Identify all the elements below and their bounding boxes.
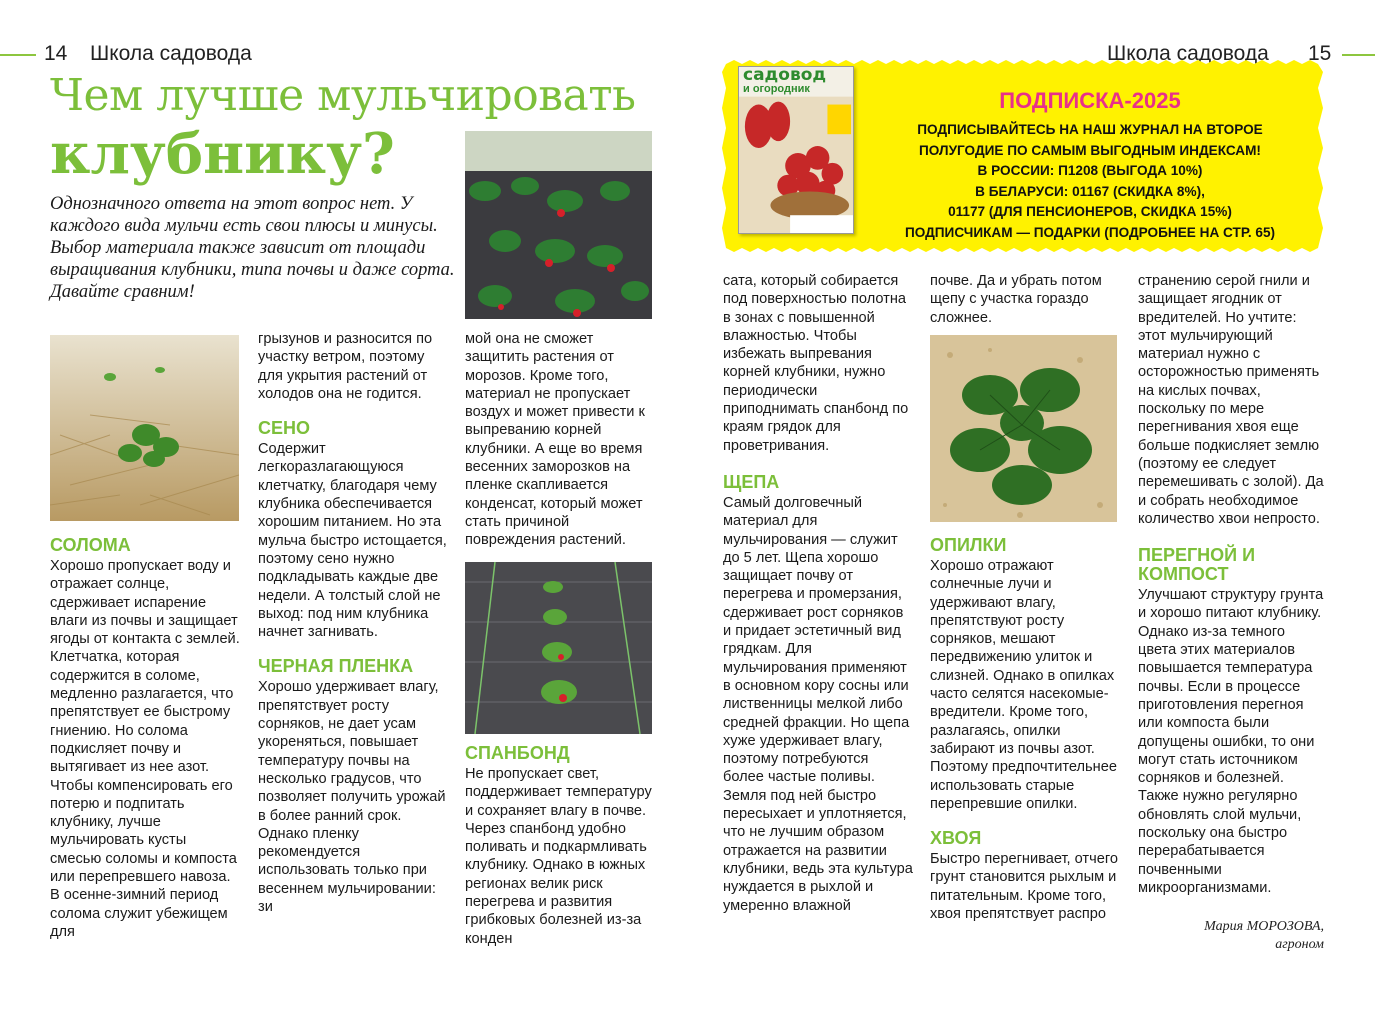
column-2 bbox=[258, 330, 448, 916]
heading-straw: СОЛОМА bbox=[50, 535, 131, 555]
section-name-right: Школа садовода bbox=[1107, 42, 1269, 65]
photo-sawdust bbox=[930, 335, 1117, 522]
heading-sawdust: ОПИЛКИ bbox=[930, 535, 1007, 555]
text-straw: Хорошо пропускает воду и отражает солнце, сдерживает испарение влаги из почвы и защищает ягоды от контакта с землей. Клетчатка, которая содержится в соломе, медленно разлагается, что препятствует ее быстрому гниению. Но солома подкисляет почву и вытягивает из нее азот. Чтобы компенсировать его потерю и подпитать клубнику, лучше мульчировать кусты смесью соломы и компоста или перепревшего навоза. В осенне-зимний период солома служит убежищем для bbox=[50, 558, 240, 940]
promo-text bbox=[860, 88, 1320, 243]
promo-line-2: ПОЛУГОДИЕ ПО САМЫМ ВЫГОДНЫМ ИНДЕКСАМ! bbox=[919, 142, 1261, 158]
heading-needles: ХВОЯ bbox=[930, 828, 982, 849]
column-4 bbox=[723, 272, 913, 915]
title-line-1: Чем лучше мульчировать bbox=[50, 70, 636, 121]
heading-spunbond: СПАНБОНД bbox=[465, 743, 570, 763]
column-3-lower bbox=[465, 744, 653, 948]
heading-black-film: ЧЕРНАЯ ПЛЕНКА bbox=[258, 656, 414, 677]
column-5-lower bbox=[930, 536, 1118, 923]
heading-hay: СЕНО bbox=[258, 418, 311, 439]
text-chips-continued: почве. Да и убрать потом щепу с участка гораздо сложнее. bbox=[930, 273, 1102, 326]
photo-black-film bbox=[465, 131, 652, 319]
cover-brand: садовод bbox=[743, 66, 827, 85]
article-lead: Однозначного ответа на этот вопрос нет. У каждого вида мульчи есть свои плюсы и минусы. Выбор материала также зависит от площади выращивания клубники, типа почвы и даже сорта. Давайте сравним! bbox=[50, 194, 455, 302]
heading-compost: ПЕРЕГНОЙ И КОМПОСТ bbox=[1138, 545, 1256, 585]
column-6 bbox=[1138, 272, 1326, 897]
promo-line-1: ПОДПИСЫВАЙТЕСЬ НА НАШ ЖУРНАЛ НА ВТОРОЕ bbox=[917, 122, 1263, 137]
author-name: Мария МОРОЗОВА, bbox=[1204, 919, 1324, 934]
photo-spunbond bbox=[465, 562, 652, 734]
header-rule-left bbox=[0, 54, 36, 56]
column-1 bbox=[50, 536, 240, 941]
heading-chips: ЩЕПА bbox=[723, 471, 780, 492]
title-line-2: клубнику? bbox=[50, 121, 395, 187]
text-chips: Самый долговечный материал для мульчирования — служит до 5 лет. Щепа хорошо защищает почву от перегрева и промерзания, сдерживает рост сорняков и придает эстетичный вид грядкам. Для мульчирования применяют в основном кору сосны или лиственницы мелкой либо средней фракции. Но щепа хуже удерживает влагу, поэтому потребуются более частые поливы. Земля под ней быстро пересыхает и уплотняется, что не лучшим образом отражается на развитии клубники, ведь эта культура нуждается в рыхлой и умеренно влажной bbox=[723, 494, 913, 914]
column-5 bbox=[930, 272, 1118, 327]
text-black-film: Хорошо удерживает влагу, препятствует росту сорняков, не дает усам укореняться, повышает температуру почвы на несколько градусов, что позволяет получить урожай в более ранний срок. Однако пленку рекомендуется использовать только при весеннем мульчировании: зи bbox=[258, 679, 446, 916]
promo-line-6: ПОДПИСЧИКАМ — ПОДАРКИ (ПОДРОБНЕЕ НА СТР. 65) bbox=[904, 224, 1276, 240]
cover-brand-subtitle: и огородник bbox=[743, 83, 810, 95]
page-number-left: 14 bbox=[44, 42, 68, 65]
promo-line-3: В РОССИИ: П1208 (ВЫГОДА 10%) bbox=[977, 163, 1203, 178]
text-compost: Улучшают структуру грунта и хорошо питают клубнику. Однако из-за темного цвета этих материалов повышается температура почвы. Если в процессе приготовления перегноя или компоста были допущены ошибки, то они могут стать источником сорняков и болезней. Также нужно регулярно обновлять слой мульчи, поскольку она быстро перерабатывается почвенными микроорганизмами. bbox=[1138, 587, 1324, 896]
column-3 bbox=[465, 330, 653, 550]
header-rule-right bbox=[1342, 54, 1375, 56]
text-needles: Быстро перегнивает, отчего грунт становится рыхлым и питательным. Кроме того, хвоя препятствует распро bbox=[930, 851, 1118, 923]
promo-title: ПОДПИСКА-2025 bbox=[999, 88, 1181, 113]
magazine-cover bbox=[738, 66, 854, 234]
text-needles-continued: странению серой гнили и защищает ягодник от вредителей. Но учтите: этот мульчирующий материал нужно с осторожностью применять на кислых почвах, поскольку по мере перегнивания хвоя еще больше подкисляет землю (поэтому ее следует перемешивать с золой). Да и собрать необходимое количество хвои непросто. bbox=[1138, 273, 1324, 527]
photo-straw-mulch bbox=[50, 335, 239, 521]
text-straw-continued: грызунов и разносится по участку ветром, поэтому для укрытия растений от холодов она не годится. bbox=[258, 331, 433, 402]
author-role: агроном bbox=[1275, 937, 1324, 952]
text-black-film-continued: мой она не сможет защитить растения от морозов. Кроме того, материал не пропускает воздух и может привести к выпреванию корней клубники. А еще во время весенних заморозков на пленке скапливается конденсат, который может стать причиной повреждения растений. bbox=[465, 331, 645, 549]
article-author bbox=[1140, 918, 1324, 954]
text-hay: Содержит легкоразлагающуюся клетчатку, благодаря чему клубника обеспечивается хорошим питанием. Но эта мульча быстро истощается, поэтому сено нужно подкладывать каждые две недели. А толстый слой не выход: под ним клубника начнет загнивать. bbox=[258, 441, 447, 641]
page-number-right: 15 bbox=[1308, 42, 1332, 65]
promo-line-4: В БЕЛАРУСИ: 01167 (СКИДКА 8%), bbox=[975, 183, 1205, 199]
section-name-left: Школа садовода bbox=[90, 42, 252, 65]
text-spunbond-continued: сата, который собирается под поверхностью полотна в зонах с повышенной влажностью. Чтобы избежать выпревания корней клубники, нужно периодически приподнимать спанбонд по краям грядок для проветривания. bbox=[723, 273, 909, 454]
promo-line-5: 01177 (ДЛЯ ПЕНСИОНЕРОВ, СКИДКА 15%) bbox=[948, 204, 1232, 219]
text-spunbond: Не пропускает свет, поддерживает температуру и сохраняет влагу в почве. Через спанбонд удобно поливать и подкармливать клубнику. Однако в южных регионах велик риск перегрева и развития грибковых болезней из-за конден bbox=[465, 766, 652, 947]
text-sawdust: Хорошо отражают солнечные лучи и удерживают влагу, препятствуют росту сорняков, мешают передвижению улиток и слизней. Однако в опилках часто селятся насекомые-вредители. Кроме того, разлагаясь, опилки забирают из почвы азот. Поэтому предпочтительнее использовать старые перепревшие опилки. bbox=[930, 558, 1117, 812]
